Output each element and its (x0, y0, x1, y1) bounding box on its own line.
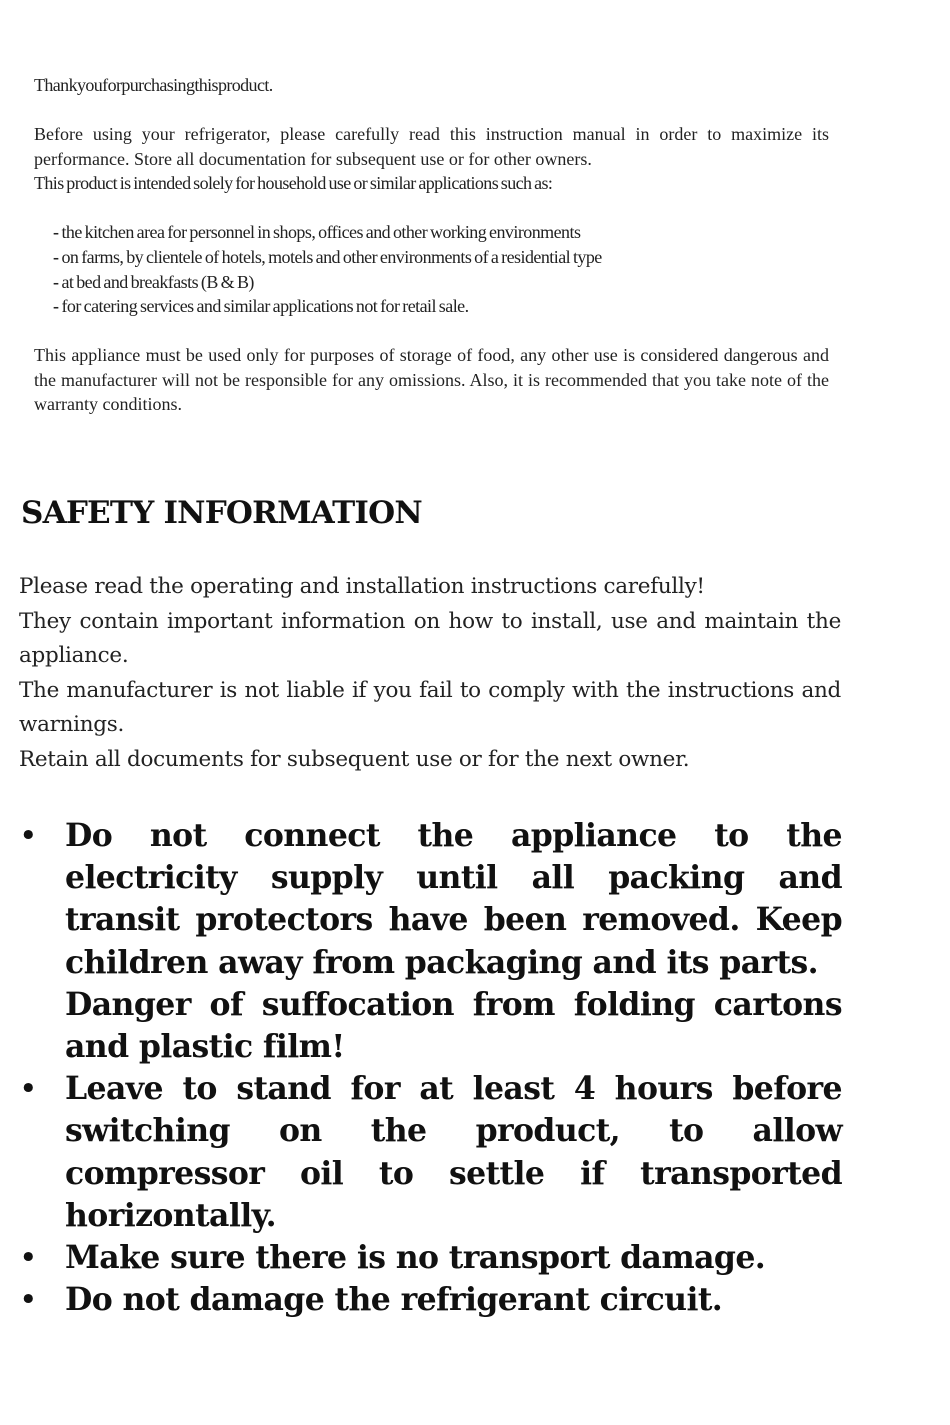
before-using-text: Before using your refrigerator, please carefully read this instruction manual in order to maximize its performance. Store all documentation for subsequent use or for other owners. (34, 124, 829, 169)
safety-paragraph: The manufacturer is not liable if you fail to comply with the instructions and warnings. (19, 677, 841, 737)
list-item: - for catering services and similar applications not for retail sale. (53, 296, 469, 317)
dash-marker: - (53, 271, 59, 292)
bullet-icon: • (19, 1071, 37, 1108)
section-heading: SAFETY INFORMATION (21, 495, 422, 531)
bullet-icon: • (19, 1282, 37, 1319)
storage-paragraph (34, 343, 829, 417)
list-item: - at bed and breakfasts (B & B) (53, 271, 254, 292)
warning-item (19, 1068, 842, 1237)
storage-text: This appliance must be used only for purposes of storage of food, any other use is considered dangerous and the manufacturer will not be responsible for any omissions. Also, it is recommended that you take note of the warranty conditions. (34, 345, 829, 414)
before-using-paragraph (34, 122, 829, 196)
dash-marker: - (53, 246, 59, 267)
warning-item (19, 1237, 842, 1279)
safety-intro (19, 570, 841, 777)
warning-text: Leave to stand for at least 4 hours before switching on the product, to allow compressor oil to settle if transported horizontally. (65, 1070, 842, 1234)
dash-marker: - (53, 296, 59, 317)
thank-you-line (34, 73, 829, 98)
warning-extra-text: Danger of suffocation from folding cartons and plastic film! (65, 985, 842, 1066)
bullet-icon: • (19, 1240, 37, 1277)
bullet-icon: • (19, 818, 37, 854)
warning-list (19, 815, 842, 1321)
thank-you-text: Thankyouforpurchasingthisproduct. (34, 75, 273, 95)
safety-paragraph: Retain all documents for subsequent use or for the next owner. (19, 746, 690, 772)
intended-use-text: This product is intended solely for household use or similar applications such as: (34, 173, 553, 193)
intended-use-list (53, 220, 602, 319)
warning-item (19, 1279, 842, 1321)
list-item: - the kitchen area for personnel in shops, offices and other working environments (53, 222, 581, 242)
warning-text: Do not damage the refrigerant circuit. (65, 1281, 723, 1319)
list-item: - on farms, by clientele of hotels, motels and other environments of a residential type (53, 246, 602, 267)
warning-item (19, 815, 842, 1068)
dash-marker: - (53, 222, 59, 242)
safety-paragraph: They contain important information on how to install, use and maintain the appliance. (19, 608, 841, 668)
safety-paragraph: Please read the operating and installation instructions carefully! (19, 574, 705, 599)
warning-text: Make sure there is no transport damage. (65, 1239, 766, 1277)
warning-text: Do not connect the appliance to the electricity supply until all packing and transit protectors have been removed. Keep children away from packaging and its parts. (65, 817, 842, 981)
